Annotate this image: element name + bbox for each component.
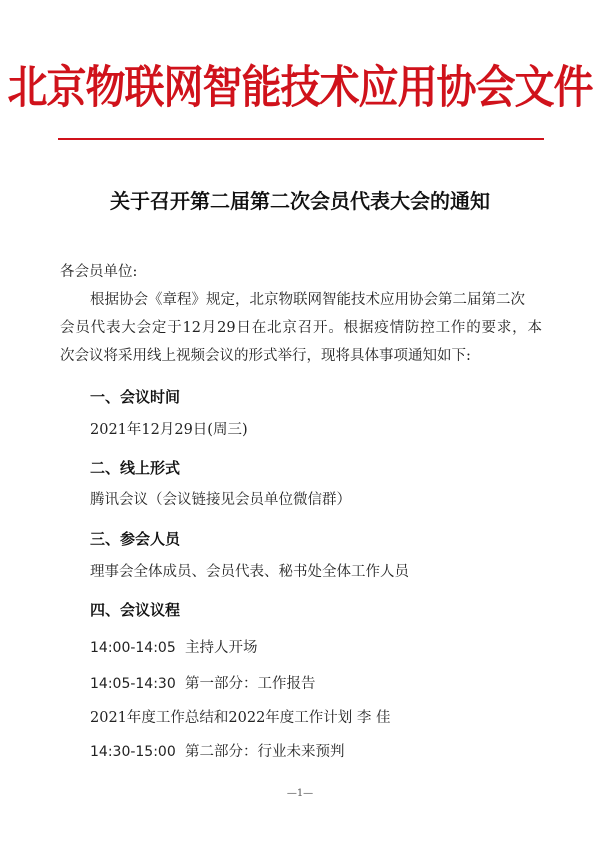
intro-line-2: 会员代表大会定于12月29日在北京召开。根据疫情防控工作的要求，本 [60, 320, 542, 336]
agenda-description: 第一部分：工作报告 [184, 676, 316, 692]
agenda-item [90, 740, 344, 764]
section-heading-time: 一、会议时间 [90, 388, 181, 406]
agenda-description: 主持人开场 [184, 640, 258, 656]
agenda-description: 2021年度工作总结和2022年度工作计划 李 佳 [90, 710, 391, 726]
page-number: —1— [286, 788, 314, 799]
agenda-item [90, 636, 257, 660]
section-heading-format: 二、线上形式 [90, 459, 181, 477]
meeting-format: 腾讯会议（会议链接见会员单位微信群） [90, 492, 351, 508]
organization-header: 北京物联网智能技术应用协会文件 [7, 61, 593, 114]
document-title: 关于召开第二届第二次会员代表大会的通知 [110, 189, 490, 213]
attendees: 理事会全体成员、会员代表、秘书处全体工作人员 [90, 564, 409, 580]
salutation: 各会员单位: [60, 264, 138, 280]
agenda-time: 14:30-15:00 [90, 744, 176, 760]
section-heading-attendees: 三、参会人员 [90, 530, 181, 548]
meeting-date: 2021年12月29日(周三) [90, 422, 248, 438]
red-divider-line [58, 138, 544, 140]
agenda-time: 14:00-14:05 [90, 640, 176, 656]
section-heading-agenda: 四、会议议程 [90, 601, 181, 619]
agenda-item [90, 672, 315, 696]
agenda-item [90, 706, 391, 730]
intro-line-1: 根据协会《章程》规定，北京物联网智能技术应用协会第二届第二次 [90, 292, 525, 308]
intro-line-3: 次会议将采用线上视频会议的形式举行，现将具体事项通知如下: [60, 348, 471, 364]
agenda-description: 第二部分：行业未来预判 [184, 744, 345, 760]
agenda-time: 14:05-14:30 [90, 676, 176, 692]
